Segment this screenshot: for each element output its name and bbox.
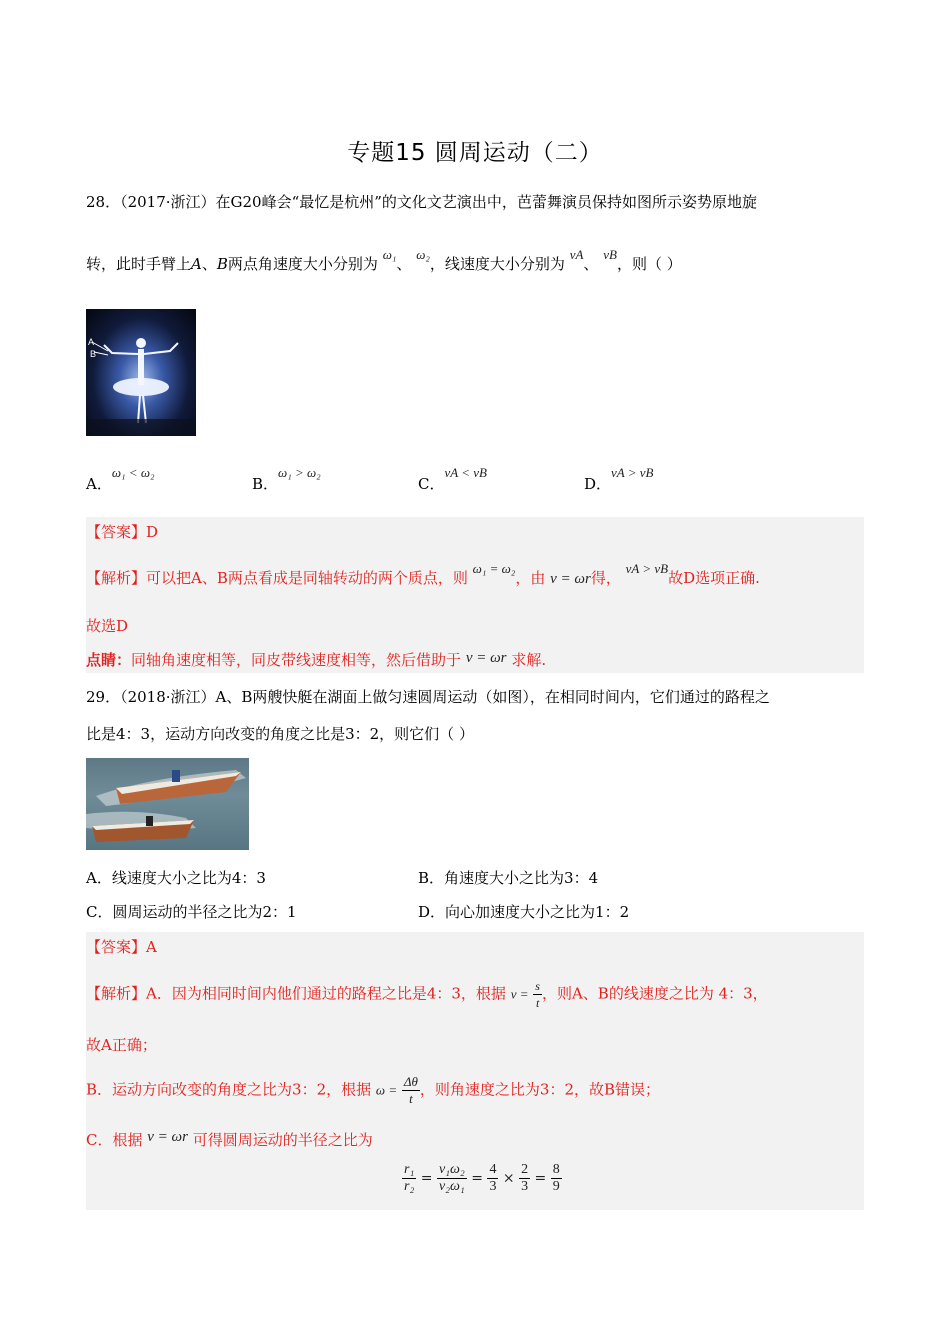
- q28-stem-line2: 转，此时手臂上A、B两点角速度大小分别为 ω₁、 ω₂，线速度大小分别为 vA、 vB，则（ ）: [86, 247, 682, 273]
- q29-option-d[interactable]: D．向心加速度大小之比为1：2: [418, 903, 630, 921]
- q28-stem-line1: 28．（2017·浙江）在G20峰会“最忆是杭州”的文化文艺演出中，芭蕾舞演员保持如图所示姿势原地旋: [86, 193, 757, 211]
- q28-choose: 故选D: [86, 617, 129, 635]
- q29-option-b[interactable]: B．角速度大小之比为3：4: [418, 869, 599, 887]
- q29-analysis-a-line2: 故A正确；: [86, 1036, 157, 1054]
- q29-analysis-b: B．运动方向改变的角度之比为3：2，根据 ω = $\frac{\Delta\theta}{t}$ ，则角速度之比为3：2，故B错误；: [86, 1074, 661, 1106]
- q28-analysis: 【解析】可以把A、B两点看成是同轴转动的两个质点，则 ω₁ = ω₂，由 v = ωr得， vA > vB故D选项正确.: [86, 561, 760, 587]
- omega2-symbol: ω₂: [416, 247, 430, 262]
- vA-symbol: vA: [569, 247, 584, 262]
- q28-answer: 【答案】D: [86, 523, 159, 541]
- omega1-symbol: ω₁: [382, 247, 397, 262]
- option-a[interactable]: A．ω₁ < ω₂: [86, 465, 155, 493]
- q29-option-a[interactable]: A．线速度大小之比为4：3: [86, 869, 266, 887]
- speedboats-image: [86, 758, 249, 850]
- point-a-label: A: [88, 337, 95, 347]
- page-title: 专题15 圆周运动（二）: [347, 140, 603, 166]
- ballerina-figure: [86, 309, 196, 436]
- speedboats-figure: [86, 758, 249, 850]
- option-c[interactable]: C．vA < vB: [418, 465, 487, 493]
- q29-option-c[interactable]: C．圆周运动的半径之比为2：1: [86, 903, 297, 921]
- q29-analysis-a: 【解析】A．因为相同时间内他们通过的路程之比是4：3，根据 v = $\frac{s}{t}$ ，则A、B的线速度之比为 4：3，: [86, 979, 768, 1010]
- vB-symbol: vB: [603, 247, 617, 262]
- option-b[interactable]: B．ω₁ > ω₂: [252, 465, 321, 493]
- q29-stem-line2: 比是4：3，运动方向改变的角度之比是3：2，则它们（ ）: [86, 725, 474, 743]
- q28-point: 点睛：同轴角速度相等，同皮带线速度相等，然后借助于 v = ωr 求解.: [86, 650, 547, 669]
- q29-stem-line1: 29．（2018·浙江）A、B两艘快艇在湖面上做匀速圆周运动（如图），在相同时间内，它们通过的路程之: [86, 688, 770, 706]
- s-over-t-fraction: $\frac{s}{t}$: [535, 979, 540, 1010]
- point-b-label: B: [90, 349, 97, 359]
- q29-answer: 【答案】A: [86, 938, 157, 956]
- ballerina-image: [86, 309, 196, 436]
- option-d[interactable]: D．vA > vB: [584, 465, 654, 493]
- radius-ratio-equation: $\frac{\text{r₁}}{\text{r₂}}$ = $\frac{\text{v₁ω₂}}{\text{v₂ω₁}}$ = $\frac{4}{3}$ × $\frac{2}{3}$ = $\frac{8}{9}$: [404, 1162, 560, 1194]
- dtheta-over-t-fraction: $\frac{\Delta\theta}{t}$: [403, 1074, 418, 1106]
- q29-analysis-c: C．根据 v = ωr 可得圆周运动的半径之比为: [86, 1129, 373, 1149]
